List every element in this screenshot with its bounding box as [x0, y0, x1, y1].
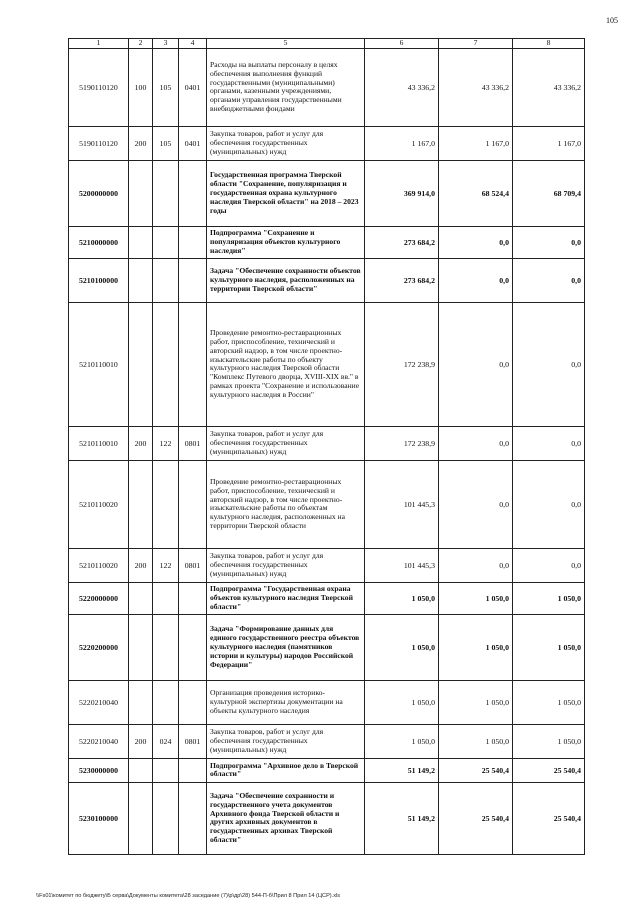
amount-2023-cell: 1 050,0 — [513, 724, 585, 758]
amount-2023-cell: 1 050,0 — [513, 680, 585, 724]
amount-2021-cell: 273 684,2 — [365, 258, 439, 302]
expense-type-cell — [129, 460, 153, 548]
department-cell — [153, 758, 179, 782]
department-cell — [153, 160, 179, 226]
amount-2022-cell: 1 050,0 — [439, 724, 513, 758]
table-row — [69, 758, 585, 782]
amount-2022-cell: 0,0 — [439, 426, 513, 460]
expense-type-cell: 200 — [129, 548, 153, 582]
amount-2022-cell: 25 540,4 — [439, 782, 513, 854]
table-row — [69, 680, 585, 724]
budget-code-cell: 5220210040 — [69, 680, 129, 724]
amount-2022-cell: 1 050,0 — [439, 614, 513, 680]
budget-code-cell: 5220210040 — [69, 724, 129, 758]
department-cell: 122 — [153, 548, 179, 582]
section-cell — [179, 582, 207, 614]
amount-2021-cell: 172 238,9 — [365, 302, 439, 426]
amount-2023-cell: 25 540,4 — [513, 758, 585, 782]
department-cell — [153, 460, 179, 548]
amount-2022-cell: 25 540,4 — [439, 758, 513, 782]
column-header: 4 — [179, 39, 207, 49]
description-cell: Закупка товаров, работ и услуг для обеспечения государственных (муниципальных) нужд — [207, 548, 365, 582]
column-header: 5 — [207, 39, 365, 49]
table-row — [69, 302, 585, 426]
department-cell — [153, 582, 179, 614]
description-cell: Закупка товаров, работ и услуг для обеспечения государственных (муниципальных) нужд — [207, 724, 365, 758]
header-row — [69, 39, 585, 49]
section-cell — [179, 160, 207, 226]
table-row — [69, 782, 585, 854]
section-cell — [179, 258, 207, 302]
expense-type-cell — [129, 582, 153, 614]
expense-type-cell — [129, 226, 153, 258]
amount-2022-cell: 0,0 — [439, 302, 513, 426]
section-cell — [179, 614, 207, 680]
amount-2022-cell: 68 524,4 — [439, 160, 513, 226]
table-row — [69, 48, 585, 126]
table-row — [69, 582, 585, 614]
amount-2022-cell: 0,0 — [439, 548, 513, 582]
table-row — [69, 460, 585, 548]
budget-code-cell: 5210000000 — [69, 226, 129, 258]
table-row — [69, 126, 585, 160]
department-cell — [153, 614, 179, 680]
budget-code-cell: 5210110020 — [69, 548, 129, 582]
department-cell: 105 — [153, 126, 179, 160]
expense-type-cell — [129, 258, 153, 302]
amount-2021-cell: 369 914,0 — [365, 160, 439, 226]
budget-code-cell: 5230100000 — [69, 782, 129, 854]
amount-2021-cell: 172 238,9 — [365, 426, 439, 460]
section-cell: 0801 — [179, 426, 207, 460]
section-cell — [179, 226, 207, 258]
column-header: 8 — [513, 39, 585, 49]
expense-type-cell — [129, 680, 153, 724]
amount-2023-cell: 68 709,4 — [513, 160, 585, 226]
amount-2023-cell: 43 336,2 — [513, 48, 585, 126]
table-row — [69, 614, 585, 680]
expense-type-cell — [129, 614, 153, 680]
department-cell — [153, 782, 179, 854]
section-cell — [179, 302, 207, 426]
expense-type-cell — [129, 758, 153, 782]
description-cell: Подпрограмма "Сохранение и популяризация объектов культурного наследия" — [207, 226, 365, 258]
amount-2023-cell: 1 167,0 — [513, 126, 585, 160]
table-row — [69, 548, 585, 582]
expense-type-cell: 200 — [129, 126, 153, 160]
expense-type-cell: 200 — [129, 426, 153, 460]
expense-type-cell — [129, 160, 153, 226]
description-cell: Задача "Обеспечение сохранности и государственного учета документов Архивного фонда Тверской области и других архивных документов в государственных архивах Тверской области" — [207, 782, 365, 854]
section-cell — [179, 758, 207, 782]
description-cell: Расходы на выплаты персоналу в целях обеспечения выполнения функций государственными (муниципальными) органами, казенными учреждениями, органами управления государственными внебюджетными фондами — [207, 48, 365, 126]
amount-2023-cell: 0,0 — [513, 426, 585, 460]
section-cell: 0401 — [179, 126, 207, 160]
description-cell: Задача "Формирование данных для единого государственного реестра объектов культурного наследия (памятников истории и культуры) народов Российской Федерации" — [207, 614, 365, 680]
amount-2021-cell: 43 336,2 — [365, 48, 439, 126]
description-cell: Проведение ремонтно-реставрационных работ, приспособление, технический и авторский надзор, в том числе проектно-изыскательские работы по объектам культурного наследия, расположенных на территории Тверской области — [207, 460, 365, 548]
department-cell: 105 — [153, 48, 179, 126]
column-header: 7 — [439, 39, 513, 49]
amount-2021-cell: 51 149,2 — [365, 782, 439, 854]
column-header: 1 — [69, 39, 129, 49]
amount-2021-cell: 1 050,0 — [365, 724, 439, 758]
budget-code-cell: 5210110010 — [69, 302, 129, 426]
expense-type-cell — [129, 302, 153, 426]
budget-code-cell: 5200000000 — [69, 160, 129, 226]
table-row — [69, 724, 585, 758]
department-cell — [153, 302, 179, 426]
amount-2022-cell: 1 050,0 — [439, 680, 513, 724]
department-cell — [153, 258, 179, 302]
amount-2021-cell: 51 149,2 — [365, 758, 439, 782]
amount-2023-cell: 1 050,0 — [513, 582, 585, 614]
expense-type-cell: 100 — [129, 48, 153, 126]
page-number: 105 — [606, 16, 618, 25]
amount-2021-cell: 101 445,3 — [365, 548, 439, 582]
amount-2021-cell: 1 050,0 — [365, 614, 439, 680]
column-header: 2 — [129, 39, 153, 49]
amount-2021-cell: 101 445,3 — [365, 460, 439, 548]
amount-2023-cell: 1 050,0 — [513, 614, 585, 680]
department-cell — [153, 680, 179, 724]
description-cell: Государственная программа Тверской области "Сохранение, популяризация и государственная охрана культурного наследия Тверской области" на 2018 – 2023 годы — [207, 160, 365, 226]
budget-code-cell: 5190110120 — [69, 48, 129, 126]
department-cell: 122 — [153, 426, 179, 460]
amount-2023-cell: 0,0 — [513, 548, 585, 582]
column-header: 6 — [365, 39, 439, 49]
amount-2022-cell: 1 167,0 — [439, 126, 513, 160]
description-cell: Подпрограмма "Архивное дело в Тверской области" — [207, 758, 365, 782]
amount-2022-cell: 0,0 — [439, 460, 513, 548]
amount-2022-cell: 43 336,2 — [439, 48, 513, 126]
budget-code-cell: 5220200000 — [69, 614, 129, 680]
budget-code-cell: 5220000000 — [69, 582, 129, 614]
budget-code-cell: 5230000000 — [69, 758, 129, 782]
description-cell: Закупка товаров, работ и услуг для обеспечения государственных (муниципальных) нужд — [207, 126, 365, 160]
expense-type-cell — [129, 782, 153, 854]
budget-code-cell: 5210100000 — [69, 258, 129, 302]
table-row — [69, 426, 585, 460]
description-cell: Проведение ремонтно-реставрационных работ, приспособление, технический и авторский надзор, в том числе проектно-изыскательские работы по объекту культурного наследия Тверской области "Комплекс Путевого дворца, XVIII-XIX вв." в рамках проекта "Сохранение и использование культурного наследия в России" — [207, 302, 365, 426]
amount-2023-cell: 0,0 — [513, 460, 585, 548]
description-cell: Подпрограмма "Государственная охрана объектов культурного наследия Тверской области" — [207, 582, 365, 614]
amount-2022-cell: 1 050,0 — [439, 582, 513, 614]
department-cell: 024 — [153, 724, 179, 758]
amount-2021-cell: 1 167,0 — [365, 126, 439, 160]
amount-2022-cell: 0,0 — [439, 258, 513, 302]
column-header: 3 — [153, 39, 179, 49]
budget-code-cell: 5210110020 — [69, 460, 129, 548]
amount-2021-cell: 1 050,0 — [365, 680, 439, 724]
budget-code-cell: 5210110010 — [69, 426, 129, 460]
amount-2021-cell: 1 050,0 — [365, 582, 439, 614]
department-cell — [153, 226, 179, 258]
description-cell: Закупка товаров, работ и услуг для обеспечения государственных (муниципальных) нужд — [207, 426, 365, 460]
section-cell: 0801 — [179, 548, 207, 582]
amount-2023-cell: 25 540,4 — [513, 782, 585, 854]
table-row — [69, 226, 585, 258]
description-cell: Организация проведения историко-культурной экспертизы документации на объекты культурного наследия — [207, 680, 365, 724]
file-path-footer: \\Fs01\комитет по бюджету\Б серва\Документы комитета\28 заседание (7)\р\дp\28) 544-П-б\Прил 8 Прил 14 (ЦСР).xls — [36, 893, 341, 899]
amount-2022-cell: 0,0 — [439, 226, 513, 258]
table-row — [69, 160, 585, 226]
amount-2023-cell: 0,0 — [513, 258, 585, 302]
section-cell — [179, 782, 207, 854]
section-cell — [179, 460, 207, 548]
section-cell: 0801 — [179, 724, 207, 758]
amount-2021-cell: 273 684,2 — [365, 226, 439, 258]
section-cell — [179, 680, 207, 724]
budget-code-cell: 5190110120 — [69, 126, 129, 160]
table-row — [69, 258, 585, 302]
section-cell: 0401 — [179, 48, 207, 126]
amount-2023-cell: 0,0 — [513, 226, 585, 258]
budget-table — [68, 38, 585, 855]
description-cell: Задача "Обеспечение сохранности объектов культурного наследия, расположенных на территории Тверской области" — [207, 258, 365, 302]
amount-2023-cell: 0,0 — [513, 302, 585, 426]
expense-type-cell: 200 — [129, 724, 153, 758]
